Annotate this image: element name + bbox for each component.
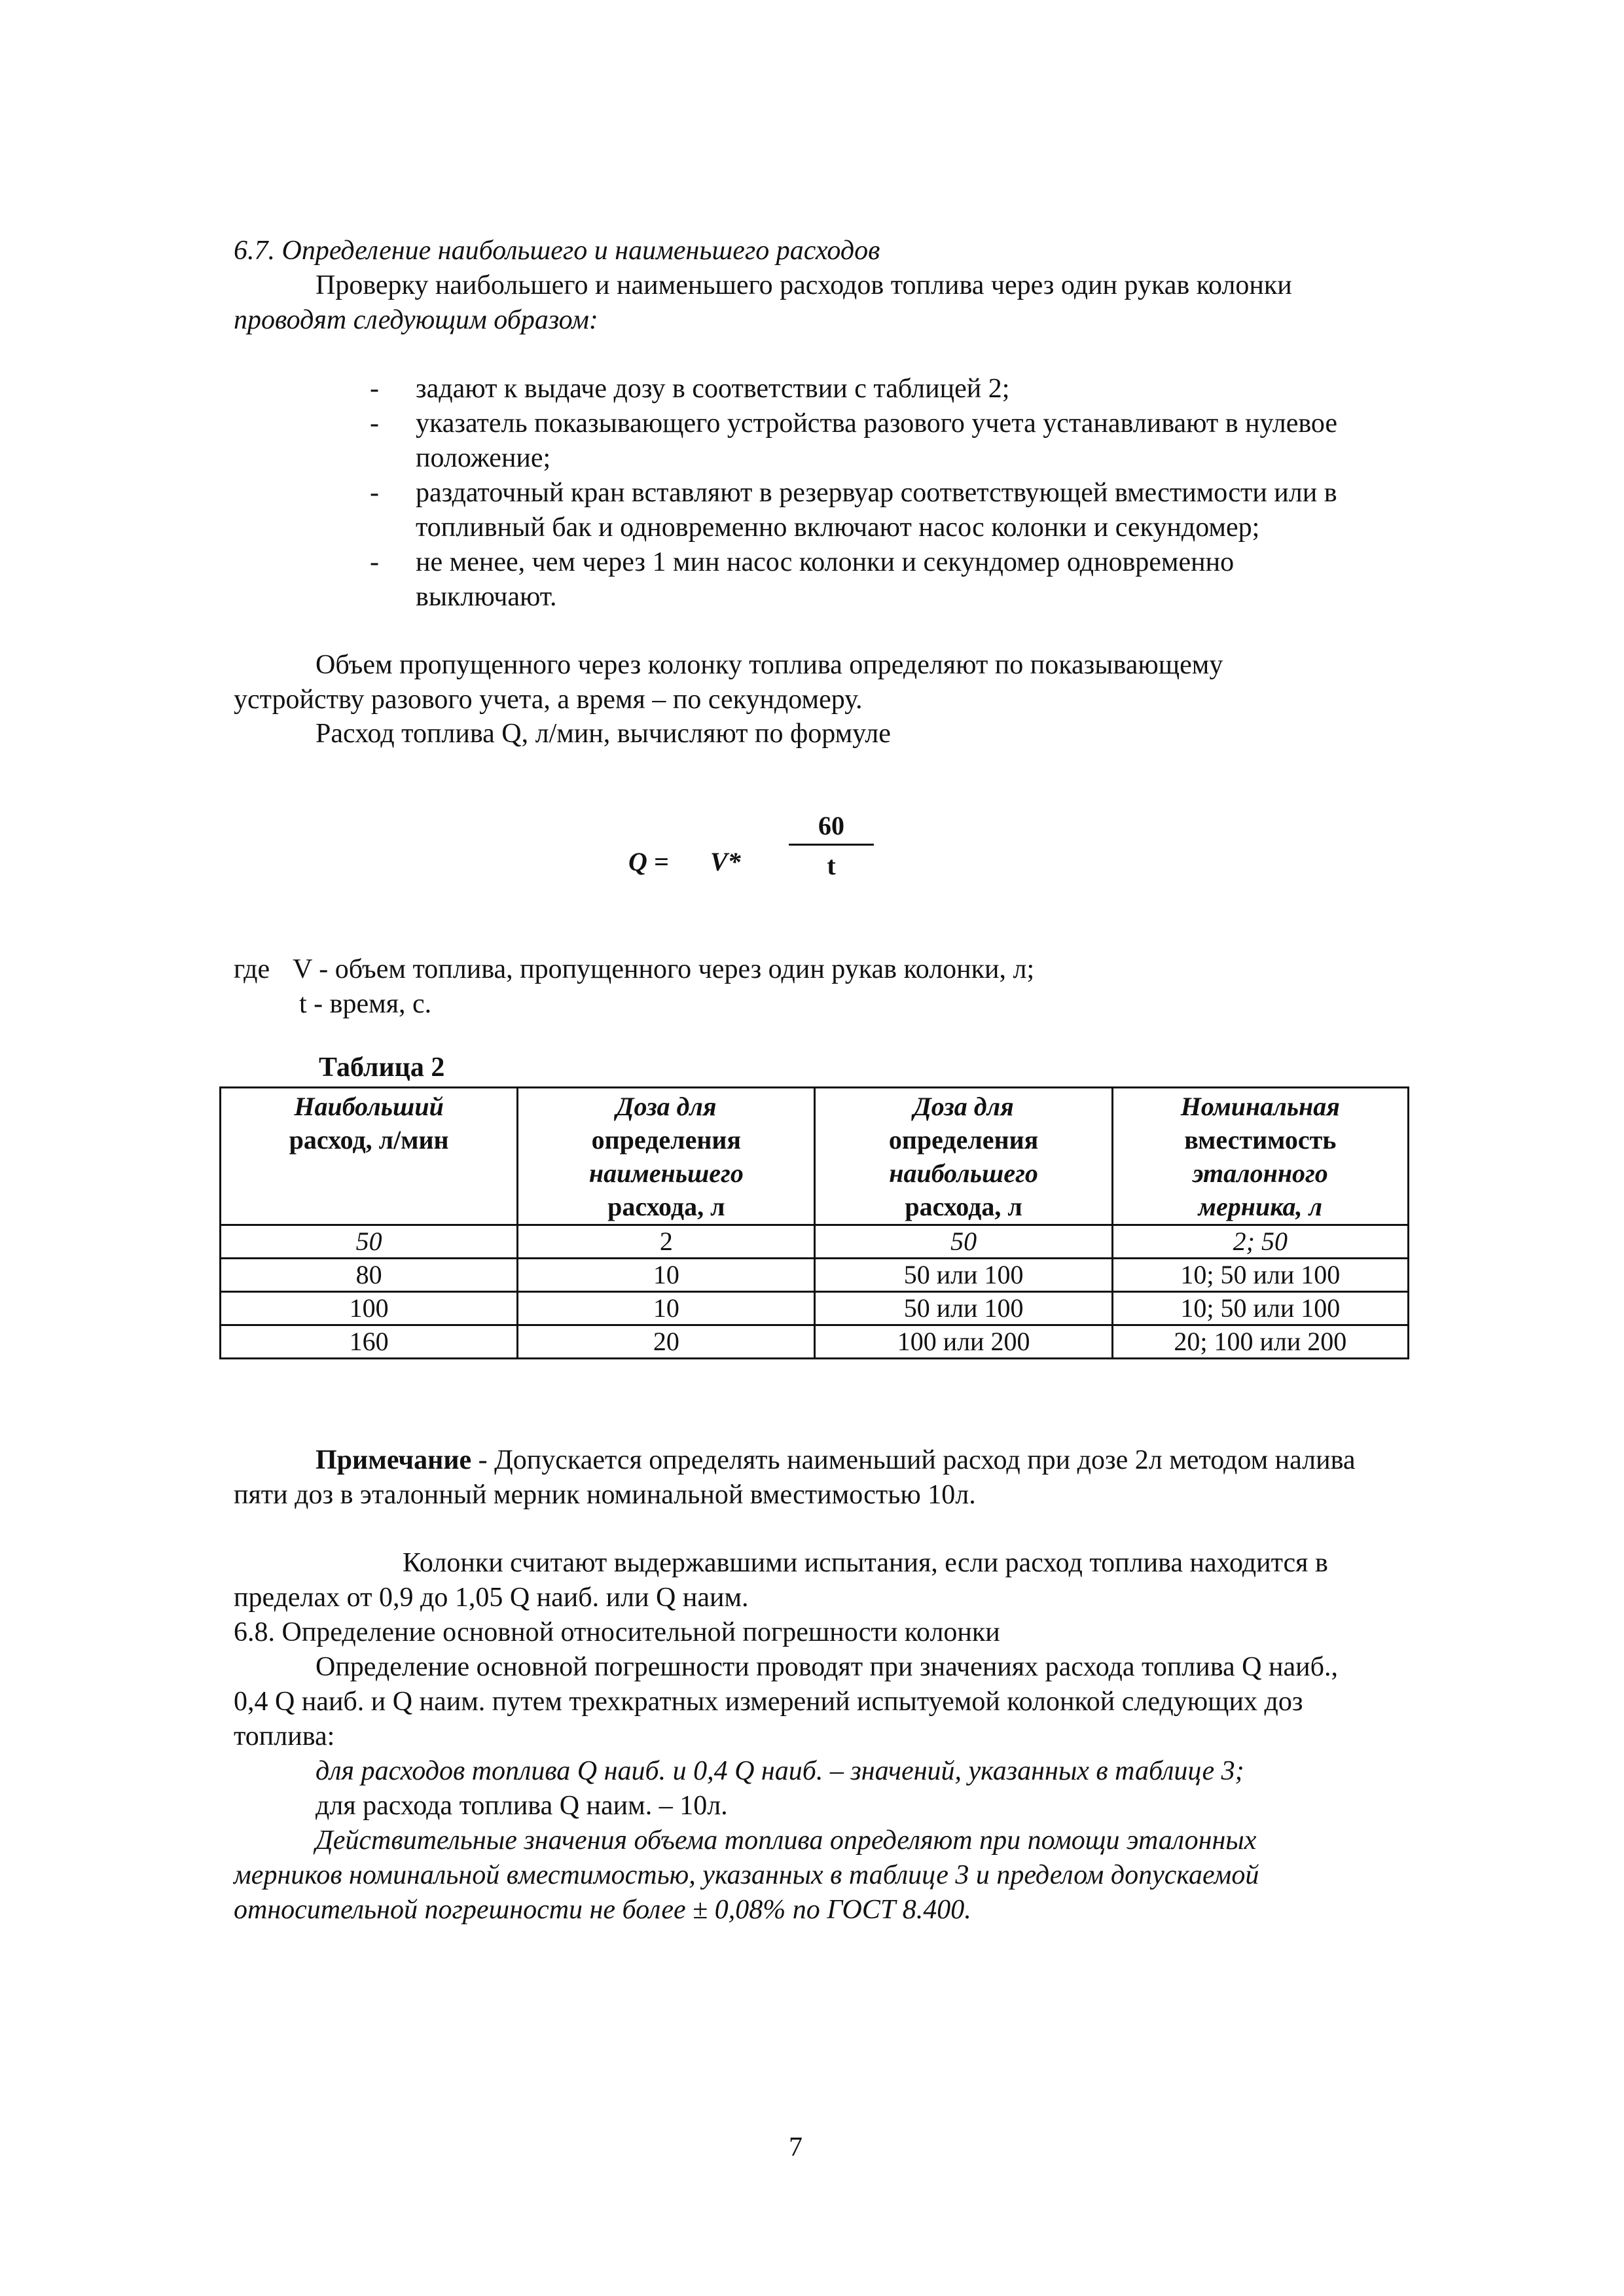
note-paragraph (234, 1443, 1360, 1513)
definition-t: t - время, с. (299, 989, 432, 1019)
table-cell: 160 (221, 1325, 518, 1359)
list-item: - не менее, чем через 1 мин насос колонки и секундомер одновременно выключают. (370, 545, 1339, 615)
header-dose-min: Доза для определения наименьшего расхода, л (518, 1088, 815, 1225)
table-cell: 10 (518, 1292, 815, 1325)
formula-numerator: 60 (818, 811, 844, 840)
table-row (221, 1292, 1409, 1325)
section-6-8-item-1: для расходов топлива Q наиб. и 0,4 Q наиб. – значений, указанных в таблице 3; (316, 1756, 1244, 1786)
dash-marker: - (370, 547, 379, 577)
formula-intro: Расход топлива Q, л/мин, вычисляют по формуле (316, 719, 891, 749)
dash-marker: - (370, 408, 379, 439)
flow-formula (628, 808, 903, 900)
list-item: - указатель показывающего устройства разового учета устанавливают в нулевое положение; (370, 406, 1339, 476)
table-cell: 50 или 100 (815, 1292, 1112, 1325)
table-row (221, 1259, 1409, 1292)
table-row (221, 1325, 1409, 1359)
table-cell: 50 (815, 1225, 1112, 1259)
formula-definitions (234, 952, 1412, 1022)
header-max-flow: Наибольший расход, л/мин (221, 1088, 518, 1225)
table-cell: 100 или 200 (815, 1325, 1112, 1359)
section-6-8-paragraph-1: Определение основной погрешности проводят при значениях расхода топлива Q наиб., 0,4 Q наиб. и Q наим. путем трехкратных измерений испытуемой колонкой следующих доз топлива: (234, 1652, 1338, 1751)
formula-fraction (789, 808, 874, 883)
table-header-row (221, 1088, 1409, 1225)
table-cell: 80 (221, 1259, 518, 1292)
header-nominal-capacity: Номинальная вместимость эталонного мерника, л (1112, 1088, 1408, 1225)
section-6-8-paragraph-2: Действительные значения объема топлива определяют при помощи эталонных мерников номинальной вместимостью, указанных в таблице 3 и пределом допускаемой относительной погрешности не более ± 0,08% по ГОСТ 8.400. (234, 1825, 1259, 1925)
intro-line-1: Проверку наибольшего и наименьшего расходов топлива через один рукав колонки (316, 270, 1292, 300)
dash-marker: - (370, 374, 379, 404)
table-cell: 100 (221, 1292, 518, 1325)
table-cell: 2 (518, 1225, 815, 1259)
dash-marker: - (370, 478, 379, 508)
formula-denominator: t (827, 851, 836, 880)
table-cell: 10 (518, 1259, 815, 1292)
definition-v: где V - объем топлива, пропущенного через один рукав колонки, л; (234, 954, 1035, 984)
list-item: - задают к выдаче дозу в соответствии с таблицей 2; (370, 372, 1339, 406)
table-cell: 20 (518, 1325, 815, 1359)
section-6-7-heading: 6.7. Определение наибольшего и наименьшего расходов (234, 236, 880, 266)
section-6-8-item-2: для расхода топлива Q наим. – 10л. (316, 1791, 728, 1821)
section-6-7-intro (234, 268, 1412, 338)
table-2-caption: Таблица 2 (319, 1052, 445, 1083)
page-number: 7 (789, 2132, 803, 2162)
table-cell: 2; 50 (1112, 1225, 1408, 1259)
list-item: - раздаточный кран вставляют в резервуар соответствующей вместимости или в топливный бак и одновременно включают насос колонки и секундомер; (370, 476, 1339, 545)
header-dose-max: Доза для определения наибольшего расхода, л (815, 1088, 1112, 1225)
table-cell: 10; 50 или 100 (1112, 1292, 1408, 1325)
table-cell: 10; 50 или 100 (1112, 1259, 1408, 1292)
note-text: - Допускается определять наименьший расход при дозе 2л методом налива пяти доз в эталонный мерник номинальной вместимостью 10л. (234, 1445, 1356, 1510)
section-6-8-heading: 6.8. Определение основной относительной погрешности колонки (234, 1617, 1000, 1647)
table-cell: 50 или 100 (815, 1259, 1112, 1292)
note-label: Примечание (316, 1445, 472, 1475)
formula-lhs: Q = (628, 847, 669, 876)
table-2 (219, 1086, 1409, 1359)
intro-line-2: проводят следующим образом: (234, 305, 598, 335)
table-row (221, 1225, 1409, 1259)
fraction-bar (789, 844, 874, 846)
formula-v: V* (710, 847, 741, 876)
table-cell: 20; 100 или 200 (1112, 1325, 1408, 1359)
passed-paragraph: Колонки считают выдержавшими испытания, если расход топлива находится в пределах от 0,9 до 1,05 Q наиб. или Q наим. (234, 1548, 1328, 1613)
procedure-list (370, 372, 1339, 615)
table-cell: 50 (221, 1225, 518, 1259)
volume-paragraph: Объем пропущенного через колонку топлива определяют по показывающему устройству разового учета, а время – по секундомеру. (234, 650, 1223, 715)
